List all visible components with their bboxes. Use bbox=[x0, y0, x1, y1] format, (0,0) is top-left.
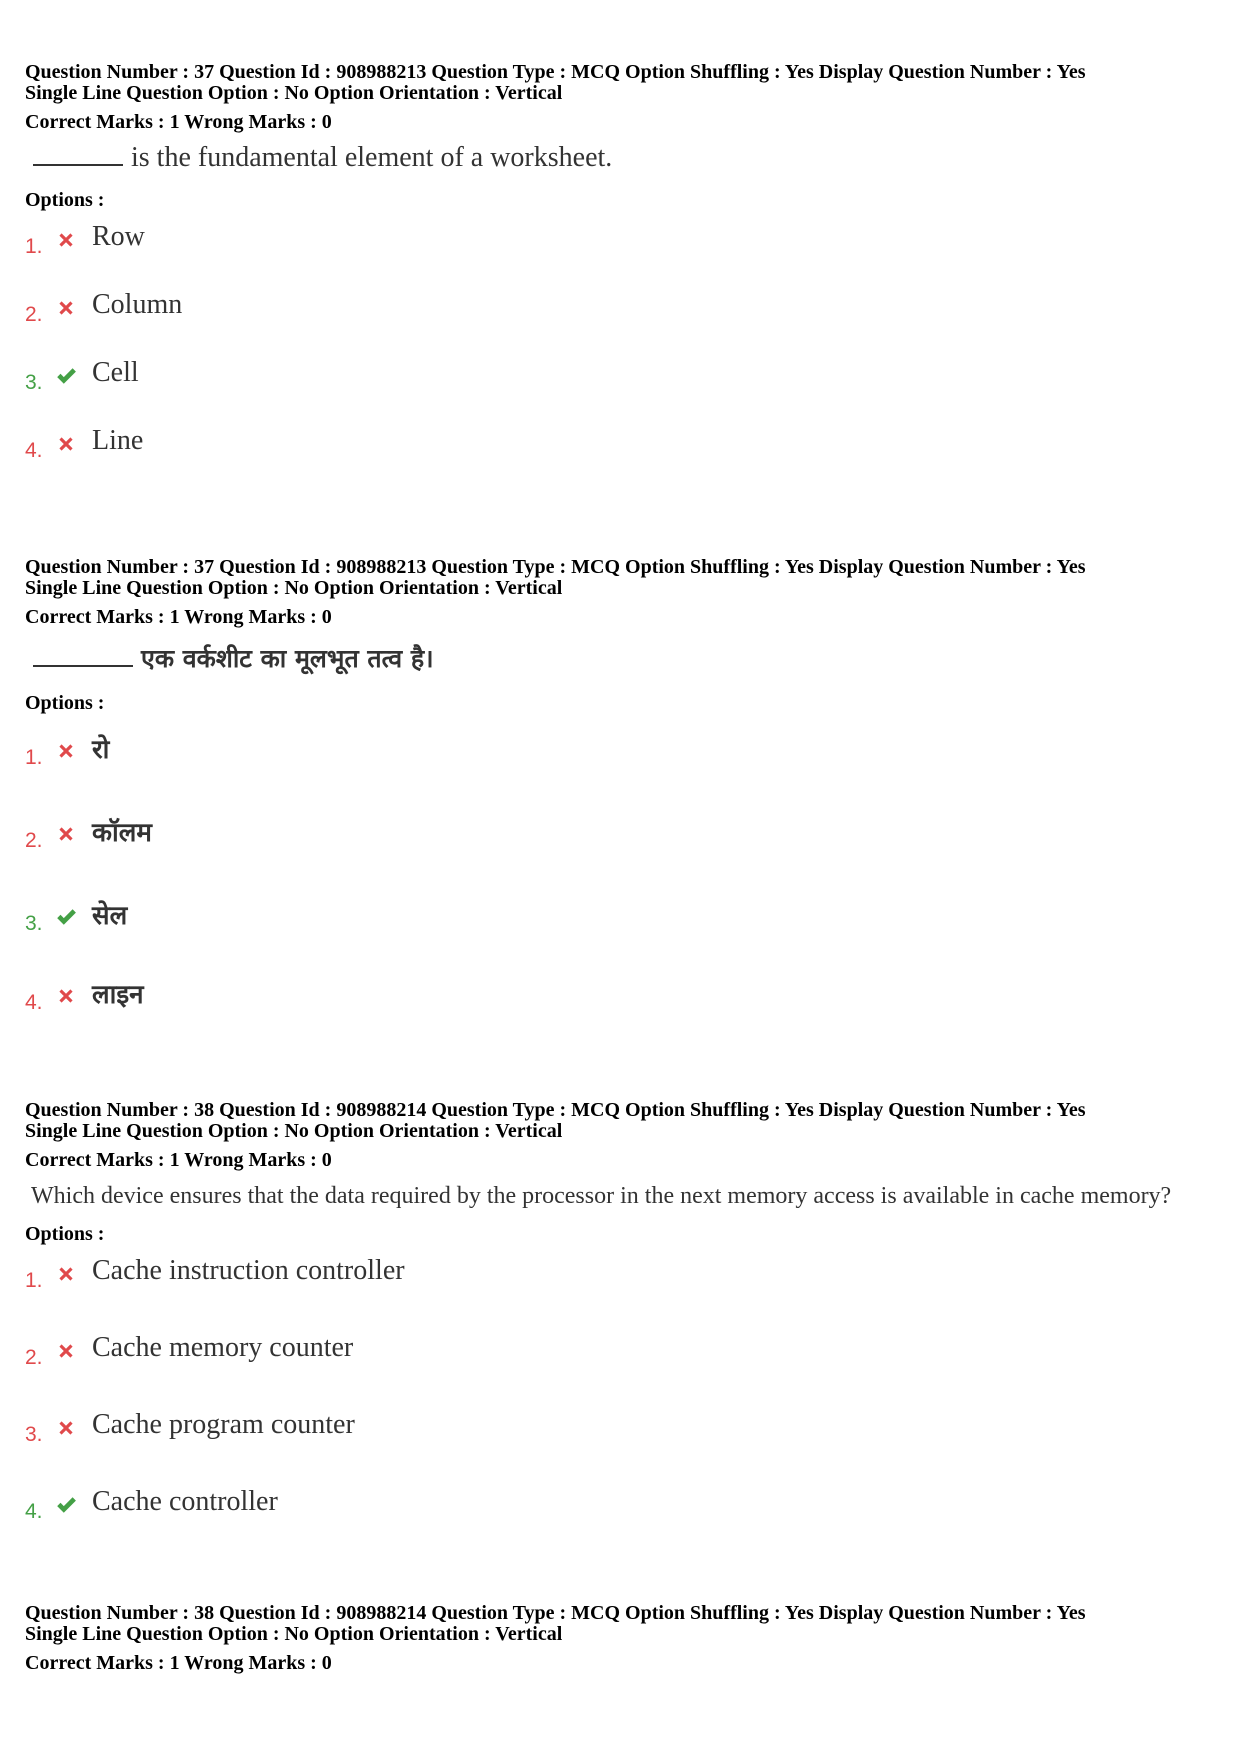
option-text: Line bbox=[92, 425, 144, 456]
options-label: Options : bbox=[25, 189, 105, 211]
option-text: Cache instruction controller bbox=[92, 1255, 405, 1286]
option-item bbox=[25, 819, 1225, 853]
question-settings: Single Line Question Option : No Option Orientation : Vertical bbox=[25, 1120, 563, 1142]
check-icon bbox=[55, 906, 77, 928]
cross-icon bbox=[55, 1340, 77, 1362]
question-settings: Single Line Question Option : No Option Orientation : Vertical bbox=[25, 577, 563, 599]
cross-icon bbox=[55, 985, 77, 1007]
option-number: 3. bbox=[25, 912, 43, 935]
options-list bbox=[25, 736, 1225, 1015]
option-item bbox=[25, 289, 1225, 327]
option-number: 3. bbox=[25, 371, 43, 394]
cross-icon bbox=[55, 1417, 77, 1439]
fill-in-blank bbox=[33, 643, 133, 667]
option-item bbox=[25, 221, 1225, 259]
question-header: Question Number : 38 Question Id : 908988214 Question Type : MCQ Option Shuffling : Yes Display Question Number : Yes bbox=[25, 1602, 1086, 1624]
option-text: Cell bbox=[92, 357, 139, 388]
option-item bbox=[25, 1409, 1225, 1447]
option-number: 2. bbox=[25, 829, 43, 852]
question-block-3 bbox=[25, 1100, 1225, 1524]
option-text: सेल bbox=[92, 901, 128, 931]
option-text: Cache controller bbox=[92, 1486, 278, 1517]
question-marks: Correct Marks : 1 Wrong Marks : 0 bbox=[25, 1149, 332, 1171]
question-marks: Correct Marks : 1 Wrong Marks : 0 bbox=[25, 1652, 332, 1674]
option-item bbox=[25, 902, 1225, 936]
question-text: एक वर्कशीट का मूलभूत तत्व है। bbox=[141, 644, 434, 673]
option-number: 1. bbox=[25, 235, 43, 258]
option-item bbox=[25, 1332, 1225, 1370]
cross-icon bbox=[55, 823, 77, 845]
question-text-line bbox=[33, 141, 1225, 175]
options-list bbox=[25, 1255, 1225, 1524]
check-icon bbox=[55, 1494, 77, 1516]
option-item bbox=[25, 981, 1225, 1015]
question-block-4 bbox=[25, 1603, 1225, 1674]
question-header: Question Number : 37 Question Id : 908988213 Question Type : MCQ Option Shuffling : Yes Display Question Number : Yes bbox=[25, 556, 1086, 578]
question-header: Question Number : 38 Question Id : 908988214 Question Type : MCQ Option Shuffling : Yes Display Question Number : Yes bbox=[25, 1099, 1086, 1121]
check-icon bbox=[55, 365, 77, 387]
question-text: Which device ensures that the data required by the processor in the next memory access is available in cache memory? bbox=[31, 1183, 1172, 1209]
option-text: Cache memory counter bbox=[92, 1332, 354, 1363]
cross-icon bbox=[55, 1263, 77, 1285]
option-number: 2. bbox=[25, 303, 43, 326]
question-marks: Correct Marks : 1 Wrong Marks : 0 bbox=[25, 606, 332, 628]
option-text: Row bbox=[92, 221, 145, 252]
option-text: कॉलम bbox=[92, 818, 152, 848]
option-text: Cache program counter bbox=[92, 1409, 355, 1440]
cross-icon bbox=[55, 740, 77, 762]
option-item bbox=[25, 1255, 1225, 1293]
option-number: 1. bbox=[25, 1269, 43, 1292]
option-number: 4. bbox=[25, 439, 43, 462]
question-block-2 bbox=[25, 557, 1225, 1015]
fill-in-blank bbox=[33, 142, 123, 166]
question-marks: Correct Marks : 1 Wrong Marks : 0 bbox=[25, 111, 332, 133]
option-text: लाइन bbox=[92, 980, 144, 1010]
option-item bbox=[25, 736, 1225, 770]
question-block-1 bbox=[25, 62, 1225, 463]
question-settings: Single Line Question Option : No Option Orientation : Vertical bbox=[25, 1623, 563, 1645]
question-text: is the fundamental element of a worksheet. bbox=[131, 142, 613, 173]
option-item bbox=[25, 1486, 1225, 1524]
option-item bbox=[25, 425, 1225, 463]
options-label: Options : bbox=[25, 1223, 105, 1245]
option-text: रो bbox=[92, 735, 110, 765]
option-number: 4. bbox=[25, 991, 43, 1014]
cross-icon bbox=[55, 433, 77, 455]
option-number: 2. bbox=[25, 1346, 43, 1369]
option-text: Column bbox=[92, 289, 183, 320]
options-list bbox=[25, 221, 1225, 463]
cross-icon bbox=[55, 297, 77, 319]
options-label: Options : bbox=[25, 692, 105, 714]
option-number: 1. bbox=[25, 746, 43, 769]
option-number: 4. bbox=[25, 1500, 43, 1523]
question-header: Question Number : 37 Question Id : 908988213 Question Type : MCQ Option Shuffling : Yes Display Question Number : Yes bbox=[25, 61, 1086, 83]
question-text-line bbox=[33, 642, 1225, 676]
question-settings: Single Line Question Option : No Option Orientation : Vertical bbox=[25, 82, 563, 104]
option-number: 3. bbox=[25, 1423, 43, 1446]
cross-icon bbox=[55, 229, 77, 251]
option-item bbox=[25, 357, 1225, 395]
